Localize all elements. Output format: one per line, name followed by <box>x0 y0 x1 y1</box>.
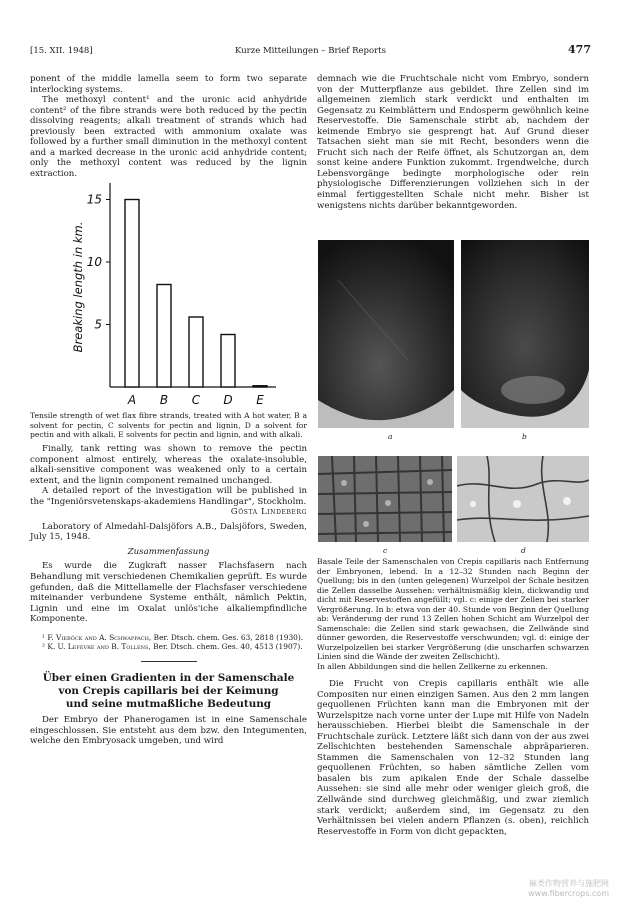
left-column <box>30 74 307 747</box>
paragraph: The methoxyl content¹ and the uronic acid anhydride content² of the fibre strands were both reduced by the pectin dissolving reagents; alkali treatment of strands which had previously been extracted with ammonium oxalate was followed by a further small diminution in the methoxyl content and a marked decrease in the uronic acid anhydride content; only the methoxyl content was reduced by the lignin extraction. <box>30 95 307 179</box>
paragraph: Der Embryo der Phanerogamen ist in eine Samenschale eingeschlossen. Sie entsteht aus dem bzw. den Integumenten, welche den Embryosack umgeben, und wird <box>30 715 307 747</box>
paragraph: ponent of the middle lamella seem to form two separate interlocking systems. <box>30 74 307 95</box>
y-tick-label: 15 <box>86 192 102 207</box>
paragraph: Finally, tank retting was shown to remove the pectin component almost entirely, whereas the oxalate-insoluble, alkali-sensitive component was weakened only to a certain extent, and the lignin component remained unchanged. <box>30 443 307 486</box>
photo-caption-note: In allen Abbildungen sind die hellen Zellkerne zu erkennen. <box>317 661 548 671</box>
summary-heading: Zusammenfassung <box>127 546 210 557</box>
bar <box>157 285 171 388</box>
bar-chart <box>30 179 307 411</box>
x-tick-label: E <box>256 393 264 408</box>
header-section: Kurze Mitteilungen – Brief Reports <box>235 46 386 56</box>
bar <box>125 200 139 388</box>
photo-a <box>318 240 454 428</box>
author-signature: Gösta Lindeberg <box>230 507 307 518</box>
photo-b <box>461 240 589 428</box>
photo-caption-block <box>317 557 589 837</box>
photo-label-b: b <box>522 432 527 441</box>
article-title: Über einen Gradienten in der Samenschale von Crepis capillaris bei der Keimung und seine mutmaßliche Bedeutung <box>42 672 295 711</box>
y-tick-label: 5 <box>94 317 102 332</box>
right-column <box>317 74 589 211</box>
paragraph: A detailed report of the investigation will be published in the "Ingeniörsvetenskaps-akademiens Handlingar", Stockholm. <box>30 486 307 507</box>
x-tick-label: B <box>159 393 169 408</box>
photo-label-d: d <box>521 546 526 555</box>
photo-c <box>318 456 452 542</box>
summary-text: Es wurde die Zugkraft nasser Flachsfasern nach Behandlung mit verschiedenen Chemikalien geprüft. Es wurde gefunden, daß die Mittellamelle der Flachsfaser verschiedene miteinander verbundene Systeme enthält, nämlich Pektin, Lignin und eine im Oxalat unlös'iche alkaliempfindliche Komponente. <box>30 561 307 625</box>
running-header <box>30 43 591 60</box>
paragraph: Die Frucht von Crepis capillaris enthält wie alle Compositen nur einen einzigen Samen. Aus den 2 mm langen gequollenen Früchten kann man die Embryonen mit der Wurzelspitze nach vorne unter der Lupe mit Hilfe von Nadeln herausschieben. Hierbei bleibt die Samenschale in der Fruchtschale zurück. Letztere läßt sich dann von der aus zwei Zellschichten bestehenden Samenschale abpräparieren. Stammen die Samenschalen von 12–32 Stunden lang gequollenen Früchten, so haben sämtliche Zellen vom basalen bis zum apikalen Ende der Schale dasselbe Aussehen: sie sind alle mehr oder weniger gleich groß, die Zellwände sind durchweg gleichmäßig, und zwar ziemlich stark verdickt; außerdem sind, im Gegensatz zu den Verhältnissen bei vielen andern Pflanzen (s. oben), reichlich Reservestoffe in Form von dicht gepackten, <box>317 679 589 837</box>
watermark <box>528 879 609 899</box>
bar <box>253 386 267 387</box>
page-number: 477 <box>568 43 591 56</box>
photo-label-a: a <box>388 432 393 441</box>
x-tick-label: A <box>127 393 137 408</box>
affiliation: Laboratory of Almedahl-Dalsjöfors A.B., Dalsjöfors, Sweden, July 15, 1948. <box>30 521 307 543</box>
signature-line <box>30 507 307 518</box>
watermark-line: 麻类作物营养与施肥网 <box>529 879 609 888</box>
x-tick-label: C <box>191 393 201 408</box>
watermark-line: www.fibercrops.com <box>528 889 609 898</box>
photo-d <box>457 456 589 542</box>
photo-caption: Basale Teile der Samenschalen von Crepis capillaris nach Entfernung der Embryonen, lebend. In a 12–32 Stunden nach Beginn der Quellung; bis in den (unten gelegenen) Wurzelpol der Schale besitzen die Zellen dasselbe Aussehen: verhältnismäßig klein, dickwandig und dicht mit Reservestoffen angefüllt; vgl. c: einige der Zellen bei starker Vergrößerung. In b: etwa von der 40. Stunde von Beginn der Quellung ab: Veränderung der rund 13 Zellen hohen Schicht am Wurzelpol der Samenschale: die Zellen sind stark gewachsen, die Zellwände sind dünner geworden, die Reservestoffe verschwunden; vgl. d: einige der Wurzelpolzellen bei starker Vergrößerung (die unscharfen schwarzen Linien sind die Wände der zweiten Zellschicht). <box>317 557 589 661</box>
figure <box>30 179 307 411</box>
bar <box>221 335 235 388</box>
y-axis-label: Breaking length in km. <box>71 222 85 353</box>
bar <box>189 317 203 387</box>
photo-label-c: c <box>383 546 388 555</box>
paragraph: demnach wie die Fruchtschale nicht vom Embryo, sondern von der Mutterpflanze aus gebildet. Ihre Zellen sind im allgemeinen ziemlich stark verdickt und enthalten im Gegensatz zu Keimblättern und Endosperm gewöhnlich keine Reservestoffe. Die Samenschale stirbt ab, nachdem der keimende Embryo sie gesprengt hat. Auf Grund dieser Tatsachen sieht man sie mit Recht, besonders wenn die Frucht sich nach der Reife öffnet, als Schutzorgan an, dem sonst keine andere Funktion zukommt. Irgendwelche, durch Lebensvorgänge bedingte morphologische oder rein physiologische Differenzierungen vollziehen sich in der einmal fertiggestellten Schale nicht mehr. Bisher ist wenigstens nichts darüber bekanntgeworden. <box>317 74 589 211</box>
footnote-2: ² K. U. Lefèvre and B. Tollens, Ber. Dtsch. chem. Ges. 40, 4513 (1907). <box>42 641 303 651</box>
figure-caption: Tensile strength of wet flax fibre strands, treated with A hot water, B a solvent for pectin, C solvents for pectin and lignin, D a solvent for pectin and with alkali, E solvents for pectin and lignin, and with alkali. <box>30 411 307 440</box>
y-tick-label: 10 <box>86 255 102 270</box>
x-tick-label: D <box>223 393 233 408</box>
footnote-1: ¹ F. Vieböck and A. Schwappach, Ber. Dtsch. chem. Ges. 63, 2818 (1930). <box>42 632 304 642</box>
divider <box>141 661 197 662</box>
header-date: [15. XII. 1948] <box>30 46 93 56</box>
